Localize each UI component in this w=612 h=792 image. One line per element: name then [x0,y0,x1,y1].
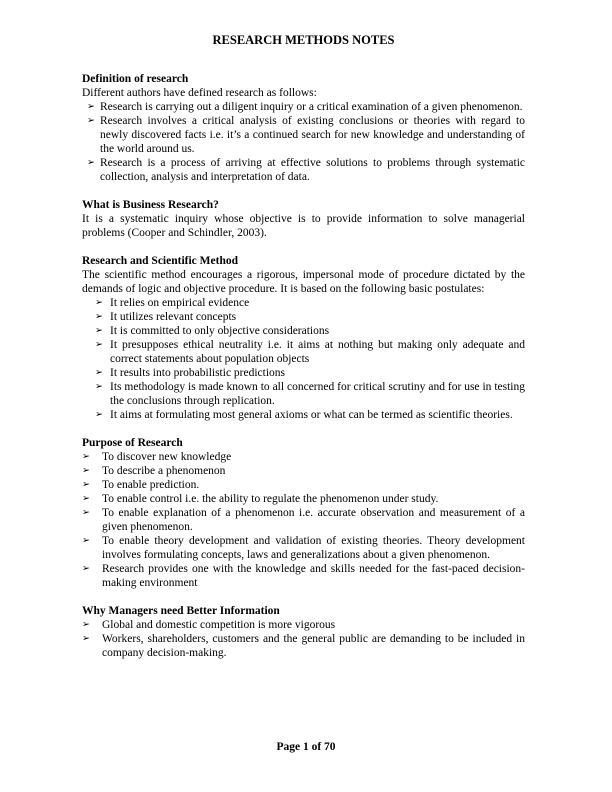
bullet-text: To enable theory development and validation of existing theories. Theory development involves formulating concepts, laws and generalizations about a given phenomenon. [102,535,525,561]
bullet-arrow-icon: ➢ [82,535,90,546]
bullet-arrow-icon: ➢ [82,633,90,644]
bullet-item [82,464,525,478]
bullet-arrow-icon: ➢ [95,381,103,392]
bullet-text: It utilizes relevant concepts [110,311,237,323]
bullet-text: Research is carrying out a diligent inquiry or a critical examination of a given phenomenon. [100,101,523,113]
bullet-text: To enable explanation of a phenomenon i.e. accurate observation and measurement of a given phenomenon. [102,507,525,533]
bullet-arrow-icon: ➢ [82,563,90,574]
bullet-arrow-icon: ➢ [87,157,95,168]
section-heading: Why Managers need Better Information [82,605,280,617]
bullet-item [82,408,525,422]
section-heading: Research and Scientific Method [82,255,238,267]
bullet-text: It results into probabilistic predictions [110,367,286,379]
bullet-arrow-icon: ➢ [95,297,103,308]
bullet-text: Research is a process of arriving at effective solutions to problems through systematic collection, analysis and interpretation of data. [100,157,525,183]
bullet-arrow-icon: ➢ [95,409,103,420]
bullet-item [82,114,525,156]
document-content [82,33,525,660]
bullet-text: To enable control i.e. the ability to regulate the phenomenon under study. [102,493,439,505]
bullet-arrow-icon: ➢ [82,465,90,476]
bullet-arrow-icon: ➢ [82,479,90,490]
bullet-item [82,296,525,310]
paragraph: It is a systematic inquiry whose objective is to provide information to solve managerial problems (Cooper and Schindler, 2003). [82,213,525,239]
bullet-arrow-icon: ➢ [95,367,103,378]
bullet-arrow-icon: ➢ [95,311,103,322]
bullet-arrow-icon: ➢ [95,325,103,336]
bullet-item [82,366,525,380]
section-heading: Definition of research [82,73,189,85]
bullet-text: Research involves a critical analysis of existing conclusions or theories with regard to newly discovered facts i.e. it’s a continued search for new knowledge and understanding of the world around us. [100,115,525,155]
bullet-arrow-icon: ➢ [87,101,95,112]
bullet-arrow-icon: ➢ [82,493,90,504]
bullet-text: Global and domestic competition is more vigorous [102,619,336,631]
bullet-text: To discover new knowledge [102,451,232,463]
paragraph: The scientific method encourages a rigorous, impersonal mode of procedure dictated by the demands of logic and objective procedure. It is based on the following basic postulates: [82,269,525,295]
bullet-item [82,450,525,464]
document-title: RESEARCH METHODS NOTES [212,33,395,47]
bullet-text: Workers, shareholders, customers and the general public are demanding to be included in company decision-making. [102,633,525,659]
bullet-item [82,338,525,366]
bullet-text: It relies on empirical evidence [110,297,250,309]
bullet-text: To describe a phenomenon [102,465,226,477]
bullet-item [82,562,525,590]
bullet-text: Its methodology is made known to all concerned for critical scrutiny and for use in testing the conclusions through replication. [110,381,525,407]
bullet-item [82,492,525,506]
bullet-item [82,156,525,184]
bullet-item [82,380,525,408]
bullet-item [82,506,525,534]
bullet-item [82,100,525,114]
paragraph: Different authors have defined research as follows: [82,87,317,99]
bullet-item [82,478,525,492]
bullet-text: It is committed to only objective considerations [110,325,330,337]
bullet-arrow-icon: ➢ [87,115,95,126]
bullet-arrow-icon: ➢ [82,507,90,518]
bullet-text: It aims at formulating most general axioms or what can be termed as scientific theories. [110,409,513,421]
bullet-arrow-icon: ➢ [95,339,103,350]
bullet-item [82,534,525,562]
bullet-arrow-icon: ➢ [82,619,90,630]
bullet-text: Research provides one with the knowledge and skills needed for the fast-paced decision-making environment [102,563,525,589]
bullet-arrow-icon: ➢ [82,451,90,462]
bullet-text: It presupposes ethical neutrality i.e. it aims at nothing but making only adequate and correct statements about population objects [110,339,525,365]
bullet-text: To enable prediction. [102,479,200,491]
bullet-item [82,310,525,324]
bullet-item [82,632,525,660]
section-heading: Purpose of Research [82,437,183,449]
section-heading: What is Business Research? [82,199,219,211]
bullet-item [82,324,525,338]
bullet-item [82,618,525,632]
page-number-footer: Page 1 of 70 [276,741,336,753]
